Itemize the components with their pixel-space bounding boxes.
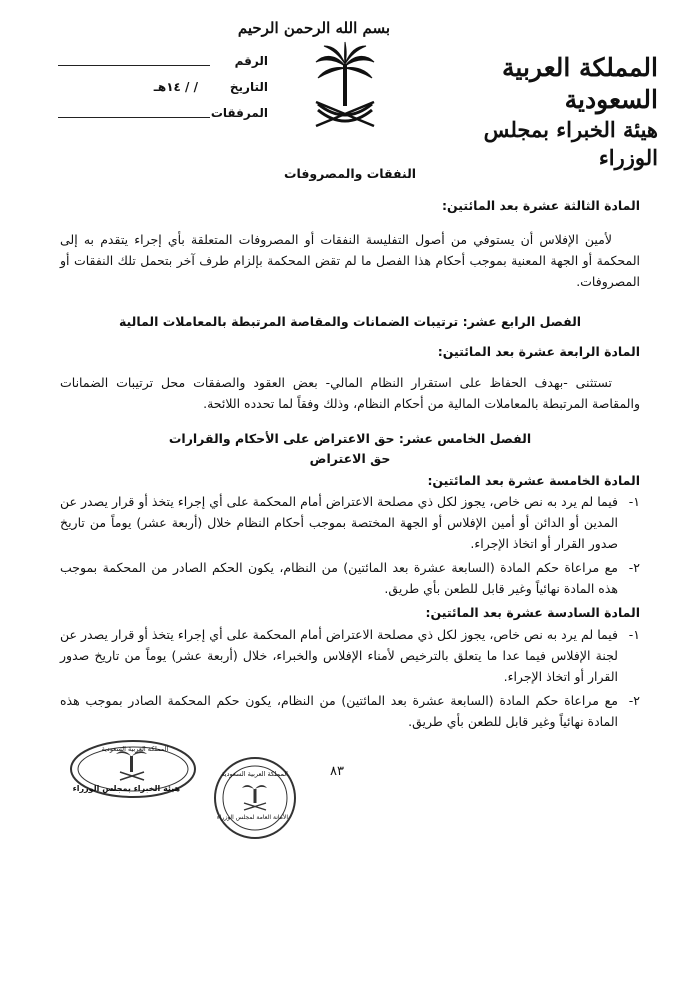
- objection-heading: حق الاعتراض: [309, 451, 391, 466]
- section-heading: النفقات والمصروفات: [283, 166, 417, 181]
- authority-name: هيئة الخبراء بمجلس الوزراء: [483, 117, 658, 170]
- article-213-body: لأمين الإفلاس أن يستوفي من أصول التفليسة النفقات أو المصروفات المتعلقة بأي إجراء يتقدم به إلى المحكمة أو الجهة المعنية بموجب أحكام هذا الفصل ما لم تقض المحكمة بإلزام طرف آخر بتحمل تلك النفقات أو المصروفات.: [60, 232, 640, 289]
- chapter-15-heading: الفصل الخامس عشر: حق الاعتراض على الأحكام والقرارات: [168, 431, 532, 446]
- article-216-item-2: [60, 690, 640, 732]
- item-number: ٢-: [628, 693, 640, 708]
- attachments-row: [58, 104, 268, 130]
- right-stamp-top-caption: المملكة العربية السعودية: [221, 770, 288, 778]
- article-214-title: المادة الرابعة عشرة بعد المائتين:: [437, 344, 640, 359]
- left-stamp-caption: هيئة الخبراء بمجلس الوزراء: [72, 784, 180, 793]
- article-213-title: المادة الثالثة عشرة بعد المائتين:: [442, 198, 640, 213]
- kingdom-name: المملكة العربية السعودية: [502, 53, 658, 114]
- ref-number-line: [58, 65, 210, 66]
- item-text: مع مراعاة حكم المادة (السابعة عشرة بعد المائتين) من النظام، يكون الحكم الصادر من المحكمة بموجب هذه المادة نهائياً وغير قابل للطعن بأي طريق.: [60, 560, 618, 596]
- item-number: ٢-: [628, 560, 640, 575]
- article-215-item-2: [60, 557, 640, 599]
- right-stamp-bottom-caption: الأمانة العامة لمجلس الوزراء: [216, 814, 288, 821]
- item-text: فيما لم يرد به نص خاص، يجوز لكل ذي مصلحة الاعتراض أمام المحكمة على أي إجراء يتخذ أو قرار يصدر عن لجنة الإفلاس فيما عدا ما يتعلق بالترخيص لأمناء الإفلاس والخبراء، خلال (أربعة عشر) يوماً من تاريخ صدور القرار أو اتخاذ الإجراء.: [60, 627, 618, 684]
- ref-number-label: الرقم: [234, 54, 268, 68]
- ref-number-row: [58, 52, 268, 78]
- item-text: مع مراعاة حكم المادة (السابعة عشرة بعد المائتين) من النظام، يكون حكم المحكمة الصادر بموجب هذه المادة نهائياً وغير قابل للطعن بأي طريق.: [60, 693, 618, 729]
- item-number: ١-: [628, 494, 640, 509]
- attachments-label: المرفقات: [210, 106, 268, 120]
- attachments-line: [58, 117, 210, 118]
- basmala: بسم الله الرحمن الرحيم: [237, 19, 390, 37]
- item-text: فيما لم يرد به نص خاص، يجوز لكل ذي مصلحة الاعتراض أمام المحكمة على أي إجراء يتخذ أو قرار يصدر عن المدين أو الدائن أو أمين الإفلاس أو الجهة المختصة بموجب أحكام النظام خلال (أربعة عشر) يوماً من تاريخ صدور القرار أو اتخاذ الإجراء.: [60, 494, 618, 551]
- article-216-title: المادة السادسة عشرة بعد المائتين:: [425, 605, 640, 620]
- page-number: ٨٣: [330, 764, 344, 779]
- date-label: التاريخ: [229, 80, 268, 94]
- date-row: [58, 78, 268, 104]
- chapter-14-heading: الفصل الرابع عشر: ترتيبات الضمانات والمقاصة المرتبطة بالمعاملات المالية: [118, 314, 582, 329]
- article-215-item-1: [60, 491, 640, 554]
- article-215-title: المادة الخامسة عشرة بعد المائتين:: [427, 473, 640, 488]
- letterhead-fields: [58, 52, 268, 130]
- date-value: / / ١٤هـ: [153, 80, 198, 94]
- article-214-body: تستثنى -بهدف الحفاظ على استقرار النظام المالي- بعض العقود والصفقات محل ترتيبات الضمانات والمقاصة المرتبطة بالمعاملات المالية من أحكام النظام، وذلك وفقاً لما تحدده اللائحة.: [60, 375, 640, 411]
- left-stamp-top-caption: المملكة العربية السعودية: [101, 745, 169, 753]
- article-216-item-1: [60, 624, 640, 687]
- round-stamp-icon: [212, 755, 298, 841]
- letterhead-title: [428, 52, 658, 172]
- item-number: ١-: [628, 627, 640, 642]
- palm-swords-emblem-icon: [310, 40, 380, 132]
